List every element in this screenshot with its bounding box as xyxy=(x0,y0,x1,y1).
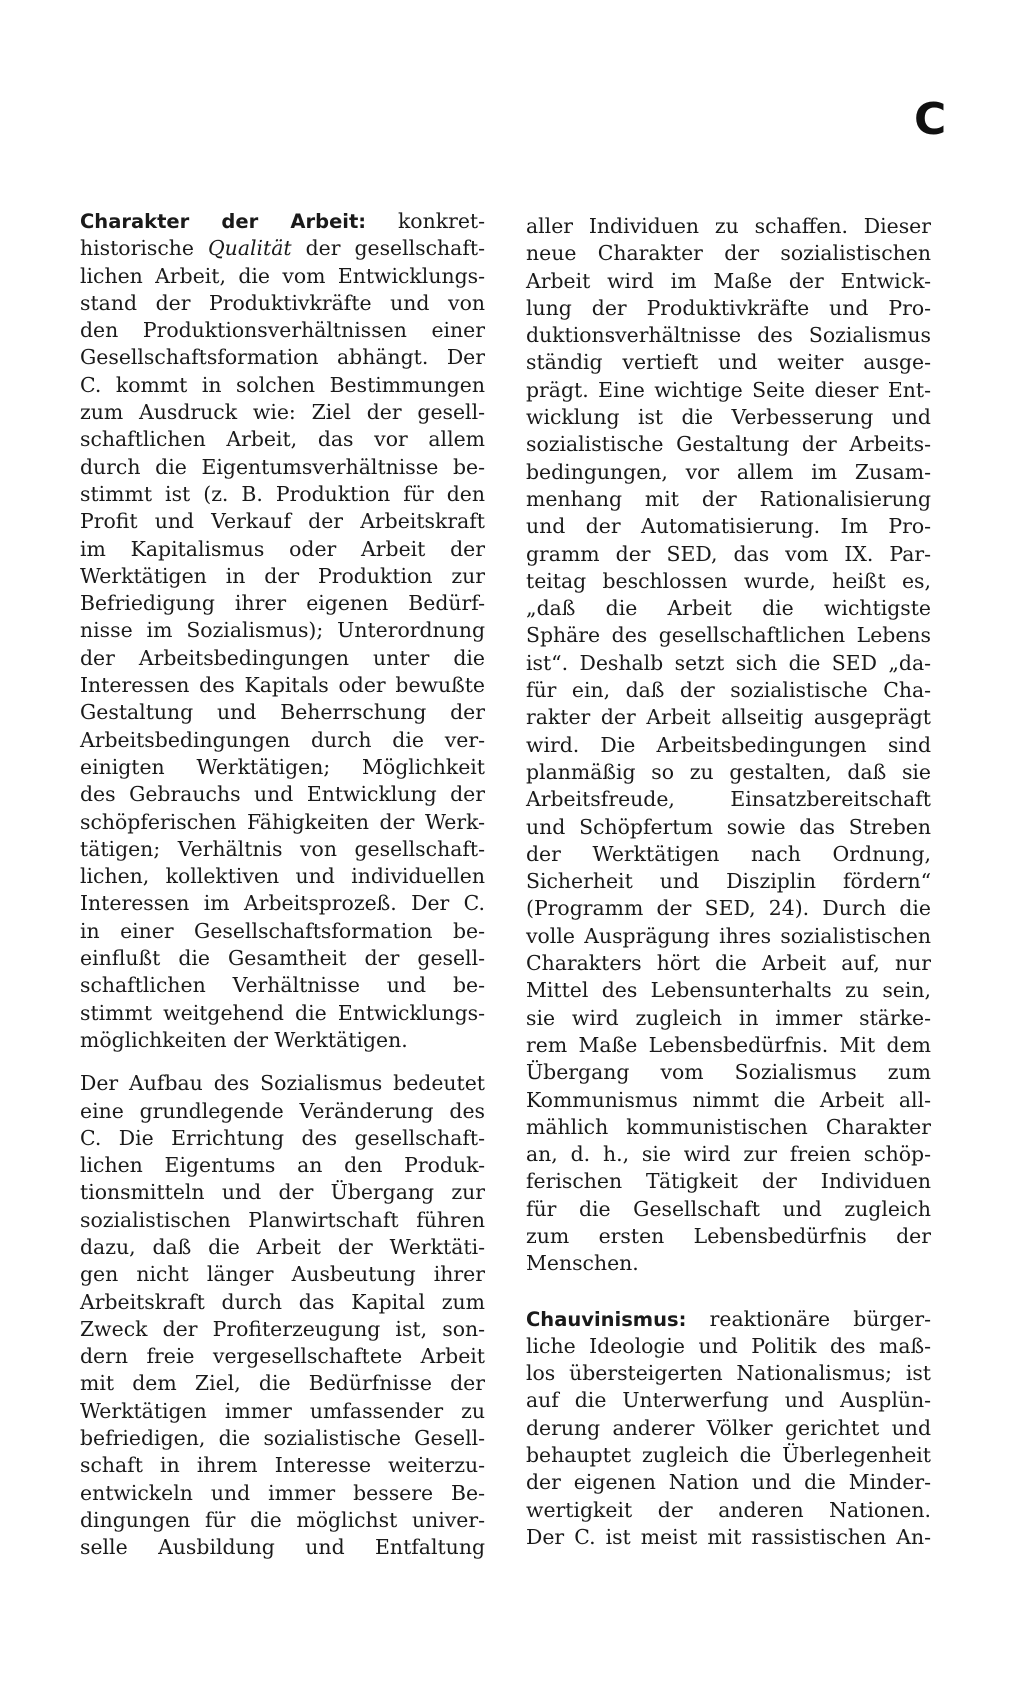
text-line: eine grundlegende Veränderung des xyxy=(80,1098,485,1123)
text-line: für die Gesellschaft und zugleich xyxy=(526,1196,931,1221)
text-line: Der Aufbau des Sozialismus bedeutet xyxy=(80,1071,485,1096)
text-line: der eigenen Nation und die Minder- xyxy=(526,1470,931,1495)
text-line: an, d. h., sie wird zur freien schöp- xyxy=(526,1142,931,1167)
text-line: Menschen. xyxy=(526,1251,639,1276)
text-line: schaftlichen Arbeit, das vor allem xyxy=(80,427,485,452)
text-line: Gestaltung und Beherrschung der xyxy=(80,700,485,725)
text-line: den Produktionsverhältnissen einer xyxy=(80,318,485,343)
text-line: im Kapitalismus oder Arbeit der xyxy=(80,536,485,561)
text-line: einflußt die Gesamtheit der gesell- xyxy=(80,946,485,971)
text-line: dingungen für die möglichst univer- xyxy=(80,1507,485,1532)
right-column xyxy=(526,213,931,1551)
text-line: tionsmitteln und der Übergang zur xyxy=(80,1180,485,1205)
left-column xyxy=(80,208,485,1562)
text-line: liche Ideologie und Politik des maß- xyxy=(526,1333,931,1358)
text-line: sie wird zugleich in immer stärke- xyxy=(526,1005,931,1030)
text-line: und Schöpfertum sowie das Streben xyxy=(526,814,931,839)
text-line: prägt. Eine wichtige Seite dieser Ent- xyxy=(526,377,931,402)
text-line: schöpferischen Fähigkeiten der Werk- xyxy=(80,809,485,834)
text-line: Chauvinismus: reaktionäre bürger- xyxy=(526,1306,931,1331)
text-line: schaftlichen Verhältnisse und be- xyxy=(80,973,485,998)
text-line: Interessen im Arbeitsprozeß. Der C. xyxy=(80,891,485,916)
text-line: wicklung ist die Verbesserung und xyxy=(526,405,931,430)
text-line: C. Die Errichtung des gesellschaft- xyxy=(80,1125,485,1150)
text-line: ständig vertieft und weiter ausge- xyxy=(526,350,931,375)
text-line: der Werktätigen nach Ordnung, xyxy=(526,841,931,866)
text-line: Charakter der Arbeit: konkret- xyxy=(80,209,485,233)
text-line: stimmt weitgehend die Entwicklungs- xyxy=(80,1000,485,1025)
text-line: Charakters hört die Arbeit auf, nur xyxy=(526,951,931,976)
text-line: Profit und Verkauf der Arbeitskraft xyxy=(80,509,485,534)
text-line: durch die Eigentumsverhältnisse be- xyxy=(80,454,485,479)
text-line: ist“. Deshalb setzt sich die SED „da- xyxy=(526,650,931,675)
text-line: der Arbeitsbedingungen unter die xyxy=(80,645,485,670)
entry-headword: Chauvinismus: xyxy=(526,1307,687,1331)
text-line: „daß die Arbeit die wichtigste xyxy=(526,596,931,621)
text-line: Arbeitsfreude, Einsatzbereitschaft xyxy=(526,787,931,812)
text-line: bedingungen, vor allem im Zusam- xyxy=(526,459,931,484)
text-line: neue Charakter der sozialistischen xyxy=(526,241,931,266)
text-line: mit dem Ziel, die Bedürfnisse der xyxy=(80,1371,485,1396)
text-line: Zweck der Profiterzeugung ist, son- xyxy=(80,1316,485,1341)
text-line: in einer Gesellschaftsformation be- xyxy=(80,918,485,943)
text-line: Sphäre des gesellschaftlichen Lebens xyxy=(526,623,931,648)
text-line: möglichkeiten der Werktätigen. xyxy=(80,1027,408,1052)
text-line: entwickeln und immer bessere Be- xyxy=(80,1480,485,1505)
paragraph xyxy=(80,1070,485,1561)
paragraph xyxy=(526,213,931,1278)
text-line: zum Ausdruck wie: Ziel der gesell- xyxy=(80,400,485,425)
text-line: Werktätigen immer umfassender zu xyxy=(80,1398,485,1423)
text-line: teitag beschlossen wurde, heißt es, xyxy=(526,568,931,593)
entry-headword: Charakter der Arbeit: xyxy=(80,210,367,233)
text-line: Arbeit wird im Maße der Entwick- xyxy=(526,268,931,293)
italic-term: Qualität xyxy=(207,236,292,261)
text-line: (Programm der SED, 24). Durch die xyxy=(526,896,931,921)
text-line: rem Maße Lebensbedürfnis. Mit dem xyxy=(526,1032,931,1057)
text-line: duktionsverhältnisse des Sozialismus xyxy=(526,323,931,348)
text-line: wird. Die Arbeitsbedingungen sind xyxy=(526,732,931,757)
text-line: wertigkeit der anderen Nationen. xyxy=(526,1497,931,1522)
text-line: sozialistischen Planwirtschaft führen xyxy=(80,1207,485,1232)
text-line: Sicherheit und Disziplin fördern“ xyxy=(526,869,931,894)
text-line: Kommunismus nimmt die Arbeit all- xyxy=(526,1087,931,1112)
text-line: Arbeitsbedingungen durch die ver- xyxy=(80,727,485,752)
text-line: tätigen; Verhältnis von gesellschaft- xyxy=(80,836,485,861)
text-line: befriedigen, die sozialistische Gesell- xyxy=(80,1426,485,1451)
text-line: stand der Produktivkräfte und von xyxy=(80,290,485,315)
text-line: Arbeitskraft durch das Kapital zum xyxy=(80,1289,485,1314)
text-line: behauptet zugleich die Überlegenheit xyxy=(526,1443,931,1468)
section-letter: C xyxy=(914,94,947,145)
text-line: schaft in ihrem Interesse weiterzu- xyxy=(80,1453,485,1478)
text-line: auf die Unterwerfung und Ausplün- xyxy=(526,1388,931,1413)
text-line: zum ersten Lebensbedürfnis der xyxy=(526,1223,931,1248)
text-line: einigten Werktätigen; Möglichkeit xyxy=(80,754,485,779)
text-line: und der Automatisierung. Im Pro- xyxy=(526,514,931,539)
text-line: ferischen Tätigkeit der Individuen xyxy=(526,1169,931,1194)
text-line: Befriedigung ihrer eigenen Bedürf- xyxy=(80,591,485,616)
paragraph xyxy=(526,1333,931,1551)
text-line: gen nicht länger Ausbeutung ihrer xyxy=(80,1262,485,1287)
text-line: historische Qualität der gesellschaft- xyxy=(80,236,485,261)
text-line: Übergang vom Sozialismus zum xyxy=(526,1060,931,1085)
text-line: lichen, kollektiven und individuellen xyxy=(80,864,485,889)
text-line: aller Individuen zu schaffen. Dieser xyxy=(526,214,931,238)
text-line: lung der Produktivkräfte und Pro- xyxy=(526,295,931,320)
text-line: menhang mit der Rationalisierung xyxy=(526,486,931,511)
text-line: Werktätigen in der Produktion zur xyxy=(80,563,485,588)
text-line: Gesellschaftsformation abhängt. Der xyxy=(80,345,485,370)
text-line: dern freie vergesellschaftete Arbeit xyxy=(80,1344,485,1369)
text-line: stimmt ist (z. B. Produktion für den xyxy=(80,481,485,506)
text-line: selle Ausbildung und Entfaltung xyxy=(80,1535,485,1560)
text-line: nisse im Sozialismus); Unterordnung xyxy=(80,618,485,643)
text-line: los übersteigerten Nationalismus; ist xyxy=(526,1361,931,1386)
text-line: Der C. ist meist mit rassistischen An- xyxy=(526,1524,931,1549)
text-line: Mittel des Lebensunterhalts zu sein, xyxy=(526,978,931,1003)
text-line: gramm der SED, das vom IX. Par- xyxy=(526,541,931,566)
text-line: lichen Arbeit, die vom Entwicklungs- xyxy=(80,263,485,288)
text-line: rakter der Arbeit allseitig ausgeprägt xyxy=(526,705,931,730)
text-line: Interessen des Kapitals oder bewußte xyxy=(80,673,485,698)
text-line: derung anderer Völker gerichtet und xyxy=(526,1415,931,1440)
text-line: volle Ausprägung ihres sozialistischen xyxy=(526,923,931,948)
paragraph xyxy=(80,263,485,1055)
text-line: sozialistische Gestaltung der Arbeits- xyxy=(526,432,931,457)
text-line: dazu, daß die Arbeit der Werktäti- xyxy=(80,1234,485,1259)
text-line: C. kommt in solchen Bestimmungen xyxy=(80,372,485,397)
text-line: planmäßig so zu gestalten, daß sie xyxy=(526,759,931,784)
text-line: mählich kommunistischen Charakter xyxy=(526,1114,931,1139)
text-line: lichen Eigentums an den Produk- xyxy=(80,1153,485,1178)
text-line: für ein, daß der sozialistische Cha- xyxy=(526,678,931,703)
text-line: des Gebrauchs und Entwicklung der xyxy=(80,782,485,807)
